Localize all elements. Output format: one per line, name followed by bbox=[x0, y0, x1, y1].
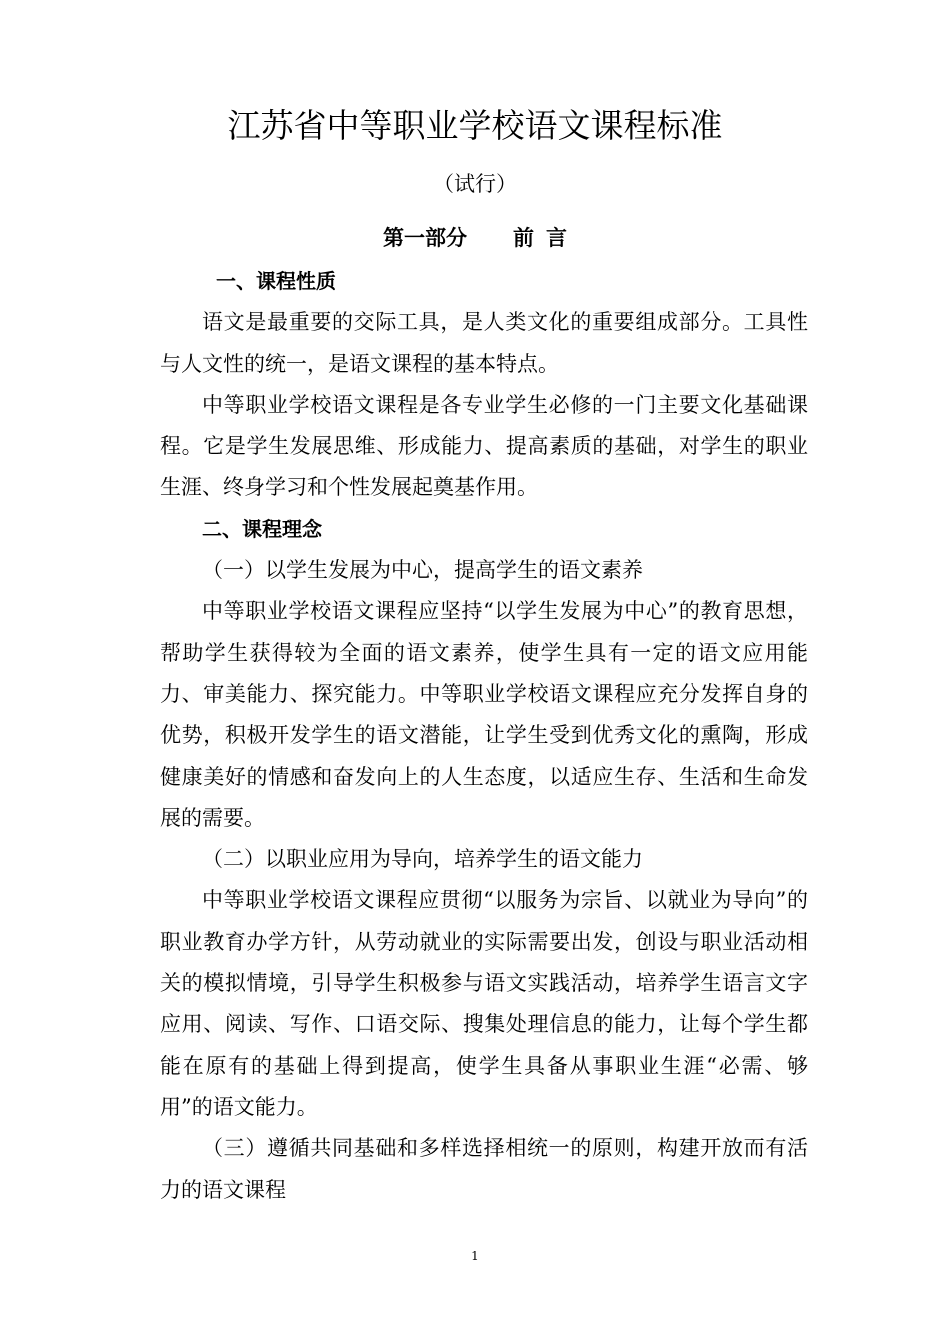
part-label: 第一部分 bbox=[383, 226, 467, 250]
page-number: 1 bbox=[471, 1249, 479, 1263]
part-name-first-char: 前 bbox=[513, 226, 534, 250]
part-heading bbox=[0, 220, 950, 256]
subsection-heading: （三）遵循共同基础和多样选择相统一的原则，构建开放而有活力的语文课程 bbox=[160, 1136, 808, 1202]
paragraph: 中等职业学校语文课程应贯彻“以服务为宗旨、以就业为导向”的职业教育办学方针，从劳动就业的实际需要出发，创设与职业活动相关的模拟情境，引导学生积极参与语文实践活动，培养学生语言文字应用、阅读、写作、口语交际、搜集处理信息的能力，让每个学生都能在原有的基础上得到提高，使学生具备从事职业生涯“必需、够用”的语文能力。 bbox=[160, 888, 808, 1119]
document-subtitle: （试行） bbox=[433, 172, 517, 196]
section-heading-course-nature: 一、课程性质 bbox=[216, 269, 336, 293]
paragraph: 中等职业学校语文课程应坚持“以学生发展为中心”的教育思想，帮助学生获得较为全面的语文素养，使学生具有一定的语文应用能力、审美能力、探究能力。中等职业学校语文课程应充分发挥自身的优势，积极开发学生的语文潜能，让学生受到优秀文化的熏陶，形成健康美好的情感和奋发向上的人生态度，以适应生存、生活和生命发展的需要。 bbox=[160, 599, 808, 830]
paragraph: 语文是最重要的交际工具，是人类文化的重要组成部分。工具性与人文性的统一，是语文课程的基本特点。 bbox=[160, 310, 808, 376]
part-name-second-char: 言 bbox=[546, 226, 567, 250]
paragraph: 中等职业学校语文课程是各专业学生必修的一门主要文化基础课程。它是学生发展思维、形成能力、提高素质的基础，对学生的职业生涯、终身学习和个性发展起奠基作用。 bbox=[160, 392, 808, 500]
document-body bbox=[160, 261, 808, 1211]
document-title: 江苏省中等职业学校语文课程标准 bbox=[227, 106, 723, 145]
subsection-heading: （二）以职业应用为导向，培养学生的语文能力 bbox=[202, 847, 643, 872]
section-heading-course-philosophy: 二、课程理念 bbox=[202, 516, 322, 541]
subsection-heading: （一）以学生发展为中心，提高学生的语文素养 bbox=[202, 558, 643, 583]
